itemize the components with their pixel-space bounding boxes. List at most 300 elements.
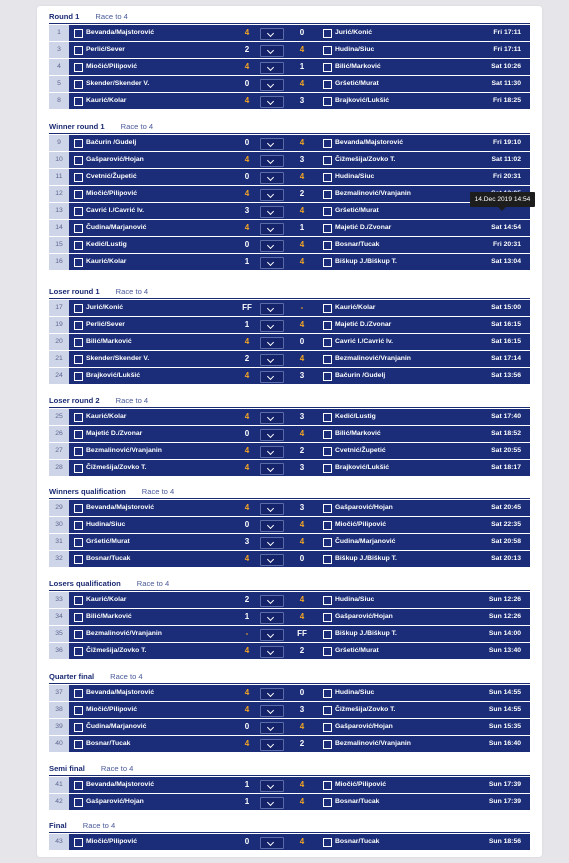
match-time: Sat 20:55 [491, 447, 521, 454]
match-time: Sun 17:39 [488, 781, 521, 788]
match-row[interactable] [49, 59, 530, 75]
player1-score: 4 [244, 739, 250, 748]
player1-name: Čižmešija/Zovko T. [86, 647, 147, 654]
match-row[interactable] [49, 368, 530, 384]
player2-score: 1 [299, 223, 305, 232]
player2-checkbox[interactable] [323, 29, 332, 38]
match-details-dropdown[interactable] [260, 172, 284, 184]
player1-checkbox[interactable] [74, 798, 83, 807]
race-to-label: Race to 4 [115, 286, 149, 296]
section-title: Round 1 [49, 11, 80, 21]
match-details-dropdown[interactable] [260, 45, 284, 57]
player1-checkbox[interactable] [74, 689, 83, 698]
match-details-dropdown[interactable] [260, 780, 284, 792]
match-row[interactable] [49, 517, 530, 533]
player1-score: 1 [244, 780, 250, 789]
section-divider [49, 407, 530, 408]
player1-name: Bezmalinović/Vranjanin [86, 447, 162, 454]
player2-checkbox[interactable] [323, 555, 332, 564]
match-row[interactable] [49, 220, 530, 236]
player1-score: 4 [244, 503, 250, 512]
player1-checkbox[interactable] [74, 241, 83, 250]
player1-checkbox[interactable] [74, 538, 83, 547]
player2-name: Biškup J./Biškup T. [335, 630, 397, 637]
player1-checkbox[interactable] [74, 740, 83, 749]
player2-score: 4 [299, 206, 305, 215]
match-number: 19 [49, 317, 69, 333]
match-row[interactable] [49, 500, 530, 516]
player1-checkbox[interactable] [74, 80, 83, 89]
player1-checkbox[interactable] [74, 97, 83, 106]
match-details-dropdown[interactable] [260, 354, 284, 366]
player2-checkbox[interactable] [323, 630, 332, 639]
player2-checkbox[interactable] [323, 447, 332, 456]
player2-checkbox[interactable] [323, 321, 332, 330]
player1-score: 4 [244, 646, 250, 655]
match-details-dropdown[interactable] [260, 223, 284, 235]
player1-checkbox[interactable] [74, 63, 83, 72]
match-details-dropdown[interactable] [260, 257, 284, 269]
match-row[interactable] [49, 334, 530, 350]
match-details-dropdown[interactable] [260, 463, 284, 475]
section-header [49, 394, 530, 406]
match-details-dropdown[interactable] [260, 503, 284, 515]
match-row[interactable] [49, 702, 530, 718]
player1-score: - [245, 629, 249, 638]
match-row[interactable] [49, 76, 530, 92]
player2-score: 1 [299, 62, 305, 71]
race-to-label: Race to 4 [110, 671, 143, 681]
match-details-dropdown[interactable] [260, 96, 284, 108]
section-divider [49, 498, 530, 499]
match-row[interactable] [49, 460, 530, 476]
player1-name: Kaurić/Kolar [86, 413, 127, 420]
player2-checkbox[interactable] [323, 413, 332, 422]
player2-name: Bačurin /Gudelj [335, 372, 386, 379]
section-divider [49, 832, 530, 833]
section-header [49, 762, 530, 774]
match-details-dropdown[interactable] [260, 739, 284, 751]
player1-checkbox[interactable] [74, 781, 83, 790]
match-details-dropdown[interactable] [260, 705, 284, 717]
player2-name: Majetić D./Zvonar [335, 321, 392, 328]
player1-checkbox[interactable] [74, 355, 83, 364]
player2-name: Miočić/Pilipović [335, 781, 386, 788]
player1-checkbox[interactable] [74, 190, 83, 199]
match-number: 28 [49, 460, 69, 476]
player1-score: 4 [244, 554, 250, 563]
match-row[interactable] [49, 643, 530, 659]
match-row[interactable] [49, 834, 530, 850]
chevron-down-icon [267, 414, 274, 421]
match-row[interactable] [49, 203, 530, 219]
player1-checkbox[interactable] [74, 647, 83, 656]
match-time: Sun 14:00 [488, 630, 521, 637]
player1-name: Brajković/Lukšić [86, 372, 141, 379]
player2-checkbox[interactable] [323, 504, 332, 513]
player2-name: Miočić/Pilipović [335, 521, 386, 528]
chevron-down-icon [267, 539, 274, 546]
player1-name: Kedić/Lustig [86, 241, 127, 248]
match-row[interactable] [49, 135, 530, 151]
player2-checkbox[interactable] [323, 538, 332, 547]
player2-name: Hudina/Siuc [335, 689, 375, 696]
section-title: Winner round 1 [49, 121, 105, 131]
match-row[interactable] [49, 443, 530, 459]
player2-name: Biškup J./Biškup T. [335, 258, 397, 265]
player2-score: 4 [299, 240, 305, 249]
chevron-down-icon [267, 373, 274, 380]
player1-checkbox[interactable] [74, 29, 83, 38]
player1-name: Gršetić/Murat [86, 538, 130, 545]
player1-checkbox[interactable] [74, 630, 83, 639]
player1-checkbox[interactable] [74, 555, 83, 564]
player1-checkbox[interactable] [74, 338, 83, 347]
player2-score: 3 [299, 705, 305, 714]
match-row[interactable] [49, 777, 530, 793]
section-title: Losers qualification [49, 578, 121, 588]
player2-score: 3 [299, 371, 305, 380]
player1-name: Kaurić/Kolar [86, 97, 127, 104]
player1-checkbox[interactable] [74, 156, 83, 165]
match-number: 32 [49, 551, 69, 567]
player1-checkbox[interactable] [74, 447, 83, 456]
player2-score: 4 [299, 320, 305, 329]
section-title: Final [49, 820, 67, 830]
player1-checkbox[interactable] [74, 413, 83, 422]
match-number: 3 [49, 42, 69, 58]
player1-score: 4 [244, 155, 250, 164]
player2-checkbox[interactable] [323, 97, 332, 106]
match-details-dropdown[interactable] [260, 155, 284, 167]
match-row[interactable] [49, 186, 530, 202]
section-loser-round-2 [49, 394, 530, 477]
chevron-down-icon [267, 465, 274, 472]
match-number: 37 [49, 685, 69, 701]
match-number: 33 [49, 592, 69, 608]
match-row[interactable] [49, 152, 530, 168]
player1-name: Miočić/Pilipović [86, 706, 137, 713]
player1-checkbox[interactable] [74, 207, 83, 216]
match-row[interactable] [49, 237, 530, 253]
match-time: Sat 16:15 [491, 321, 521, 328]
player2-name: Bosnar/Tucak [335, 838, 380, 845]
player1-checkbox[interactable] [74, 521, 83, 530]
player2-name: Gršetić/Murat [335, 647, 379, 654]
match-details-dropdown[interactable] [260, 79, 284, 91]
chevron-down-icon [267, 191, 274, 198]
player2-checkbox[interactable] [323, 706, 332, 715]
player1-name: Hudina/Siuc [86, 521, 126, 528]
match-details-dropdown[interactable] [260, 240, 284, 252]
match-details-dropdown[interactable] [260, 28, 284, 40]
match-details-dropdown[interactable] [260, 612, 284, 624]
match-details-dropdown[interactable] [260, 320, 284, 332]
player1-name: Čižmešija/Zovko T. [86, 464, 147, 471]
match-time: Fri 18:25 [493, 97, 521, 104]
match-number: 26 [49, 426, 69, 442]
player1-name: Bevanda/Majstorović [86, 29, 154, 36]
chevron-down-icon [267, 259, 274, 266]
match-row[interactable] [49, 534, 530, 550]
chevron-down-icon [267, 724, 274, 731]
player2-checkbox[interactable] [323, 596, 332, 605]
match-details-dropdown[interactable] [260, 629, 284, 641]
race-to-label: Race to 4 [95, 11, 128, 21]
player1-name: Miočić/Pilipović [86, 838, 137, 845]
chevron-down-icon [267, 839, 274, 846]
match-number: 35 [49, 626, 69, 642]
player1-score: FF [242, 303, 252, 312]
match-details-dropdown[interactable] [260, 520, 284, 532]
player2-score: 2 [299, 646, 305, 655]
match-time: Sat 13:56 [491, 372, 521, 379]
player2-name: Gašparović/Hojan [335, 504, 393, 511]
player1-checkbox[interactable] [74, 723, 83, 732]
match-details-dropdown[interactable] [260, 206, 284, 218]
match-row[interactable] [49, 409, 530, 425]
player1-name: Gašparović/Hojan [86, 156, 144, 163]
section-header [49, 819, 530, 831]
match-row[interactable] [49, 719, 530, 735]
player1-name: Bačurin /Gudelj [86, 139, 137, 146]
match-number: 34 [49, 609, 69, 625]
player2-checkbox[interactable] [323, 781, 332, 790]
match-details-dropdown[interactable] [260, 371, 284, 383]
match-details-dropdown[interactable] [260, 446, 284, 458]
player2-name: Gašparović/Hojan [335, 613, 393, 620]
match-row[interactable] [49, 42, 530, 58]
match-time: Sat 14:54 [491, 224, 521, 231]
match-details-dropdown[interactable] [260, 688, 284, 700]
player1-checkbox[interactable] [74, 321, 83, 330]
player1-score: 4 [244, 337, 250, 346]
match-details-dropdown[interactable] [260, 62, 284, 74]
player2-checkbox[interactable] [323, 723, 332, 732]
player2-score: 4 [299, 612, 305, 621]
player2-checkbox[interactable] [323, 190, 332, 199]
player2-name: Gršetić/Murat [335, 80, 379, 87]
player2-score: 4 [299, 837, 305, 846]
match-number: 24 [49, 368, 69, 384]
match-time: Sat 13:04 [491, 258, 521, 265]
match-details-dropdown[interactable] [260, 303, 284, 315]
player2-score: 0 [299, 337, 305, 346]
section-final [49, 819, 530, 851]
player1-checkbox[interactable] [74, 504, 83, 513]
player1-checkbox[interactable] [74, 258, 83, 267]
player2-score: 4 [299, 354, 305, 363]
player1-name: Perlić/Sever [86, 321, 125, 328]
match-row[interactable] [49, 609, 530, 625]
match-row[interactable] [49, 426, 530, 442]
player2-score: 3 [299, 503, 305, 512]
match-details-dropdown[interactable] [260, 595, 284, 607]
match-number: 38 [49, 702, 69, 718]
player1-checkbox[interactable] [74, 46, 83, 55]
match-number: 42 [49, 794, 69, 810]
chevron-down-icon [267, 799, 274, 806]
match-number: 36 [49, 643, 69, 659]
player1-checkbox[interactable] [74, 838, 83, 847]
player1-checkbox[interactable] [74, 613, 83, 622]
player1-score: 4 [244, 189, 250, 198]
match-time: Fri 19:10 [493, 139, 521, 146]
section-title: Semi final [49, 763, 85, 773]
match-details-dropdown[interactable] [260, 189, 284, 201]
match-time: Sat 17:40 [491, 413, 521, 420]
player1-checkbox[interactable] [74, 173, 83, 182]
player2-checkbox[interactable] [323, 173, 332, 182]
player2-score: 4 [299, 537, 305, 546]
player2-checkbox[interactable] [323, 838, 332, 847]
player2-checkbox[interactable] [323, 355, 332, 364]
player1-score: 3 [244, 537, 250, 546]
player2-name: Bosnar/Tucak [335, 798, 380, 805]
match-row[interactable] [49, 317, 530, 333]
player2-name: Cvetnić/Župetić [335, 447, 386, 454]
match-row[interactable] [49, 351, 530, 367]
player2-score: 4 [299, 172, 305, 181]
match-number: 21 [49, 351, 69, 367]
player1-checkbox[interactable] [74, 596, 83, 605]
section-title: Loser round 1 [49, 286, 100, 296]
player1-score: 0 [244, 240, 250, 249]
player2-checkbox[interactable] [323, 241, 332, 250]
player1-checkbox[interactable] [74, 430, 83, 439]
match-number: 11 [49, 169, 69, 185]
player1-name: Bezmalinović/Vranjanin [86, 630, 162, 637]
match-row[interactable] [49, 169, 530, 185]
match-time: Sat 11:30 [491, 80, 521, 87]
match-details-dropdown[interactable] [260, 722, 284, 734]
player2-score: 4 [299, 79, 305, 88]
match-row[interactable] [49, 254, 530, 270]
section-title: Winners qualification [49, 486, 126, 496]
match-details-dropdown[interactable] [260, 837, 284, 849]
player2-checkbox[interactable] [323, 613, 332, 622]
match-row[interactable] [49, 93, 530, 109]
match-details-dropdown[interactable] [260, 797, 284, 809]
match-number: 14 [49, 220, 69, 236]
player2-checkbox[interactable] [323, 430, 332, 439]
player1-score: 4 [244, 96, 250, 105]
match-number: 12 [49, 186, 69, 202]
match-details-dropdown[interactable] [260, 138, 284, 150]
player1-name: Kaurić/Kolar [86, 596, 127, 603]
match-number: 4 [49, 59, 69, 75]
player1-score: 1 [244, 797, 250, 806]
match-row[interactable] [49, 736, 530, 752]
match-time: Sat 17:14 [491, 355, 521, 362]
player2-checkbox[interactable] [323, 156, 332, 165]
chevron-down-icon [267, 690, 274, 697]
match-number: 16 [49, 254, 69, 270]
player2-checkbox[interactable] [323, 46, 332, 55]
player1-score: 2 [244, 595, 250, 604]
chevron-down-icon [267, 648, 274, 655]
player2-checkbox[interactable] [323, 258, 332, 267]
player1-checkbox[interactable] [74, 224, 83, 233]
match-row[interactable] [49, 592, 530, 608]
match-row[interactable] [49, 300, 530, 316]
player2-checkbox[interactable] [323, 647, 332, 656]
player1-name: Bevanda/Majstorović [86, 689, 154, 696]
chevron-down-icon [267, 448, 274, 455]
player1-checkbox[interactable] [74, 139, 83, 148]
player1-score: 4 [244, 371, 250, 380]
player2-checkbox[interactable] [323, 224, 332, 233]
player2-checkbox[interactable] [323, 63, 332, 72]
match-row[interactable] [49, 794, 530, 810]
player2-score: 4 [299, 138, 305, 147]
match-details-dropdown[interactable] [260, 337, 284, 349]
chevron-down-icon [267, 356, 274, 363]
player1-checkbox[interactable] [74, 372, 83, 381]
date-tooltip: 14.Dec 2019 14:54 [470, 192, 535, 207]
match-row[interactable] [49, 551, 530, 567]
match-details-dropdown[interactable] [260, 537, 284, 549]
player2-checkbox[interactable] [323, 80, 332, 89]
player2-checkbox[interactable] [323, 464, 332, 473]
player2-checkbox[interactable] [323, 740, 332, 749]
player2-checkbox[interactable] [323, 689, 332, 698]
match-time: Sun 14:55 [488, 689, 521, 696]
match-details-dropdown[interactable] [260, 429, 284, 441]
match-number: 30 [49, 517, 69, 533]
player1-checkbox[interactable] [74, 304, 83, 313]
player2-checkbox[interactable] [323, 798, 332, 807]
player1-score: 0 [244, 429, 250, 438]
player2-score: 4 [299, 780, 305, 789]
player1-name: Jurić/Konić [86, 304, 124, 311]
section-divider [49, 133, 530, 134]
match-number: 15 [49, 237, 69, 253]
player2-score: 4 [299, 45, 305, 54]
player2-checkbox[interactable] [323, 338, 332, 347]
player2-name: Hudina/Siuc [335, 596, 375, 603]
match-number: 41 [49, 777, 69, 793]
player2-name: Jurić/Konić [335, 29, 373, 36]
chevron-down-icon [267, 208, 274, 215]
match-time: Fri 20:31 [493, 173, 521, 180]
match-details-dropdown[interactable] [260, 412, 284, 424]
player1-checkbox[interactable] [74, 706, 83, 715]
player2-name: Čižmešija/Zovko T. [335, 706, 396, 713]
match-row[interactable] [49, 685, 530, 701]
race-to-label: Race to 4 [136, 578, 170, 588]
match-details-dropdown[interactable] [260, 646, 284, 658]
match-time: Fri 20:31 [493, 241, 521, 248]
player1-checkbox[interactable] [74, 464, 83, 473]
player1-name: Miočić/Pilipović [86, 63, 137, 70]
match-number: 10 [49, 152, 69, 168]
match-row[interactable] [49, 25, 530, 41]
player2-checkbox[interactable] [323, 304, 332, 313]
player2-checkbox[interactable] [323, 139, 332, 148]
player2-checkbox[interactable] [323, 207, 332, 216]
match-row[interactable] [49, 626, 530, 642]
bracket-panel [37, 6, 542, 857]
player2-checkbox[interactable] [323, 521, 332, 530]
player2-name: Bilić/Marković [335, 430, 381, 437]
player1-name: Miočić/Pilipović [86, 190, 137, 197]
match-details-dropdown[interactable] [260, 554, 284, 566]
race-to-label: Race to 4 [82, 820, 116, 830]
chevron-down-icon [267, 98, 274, 105]
match-number: 17 [49, 300, 69, 316]
player2-checkbox[interactable] [323, 372, 332, 381]
